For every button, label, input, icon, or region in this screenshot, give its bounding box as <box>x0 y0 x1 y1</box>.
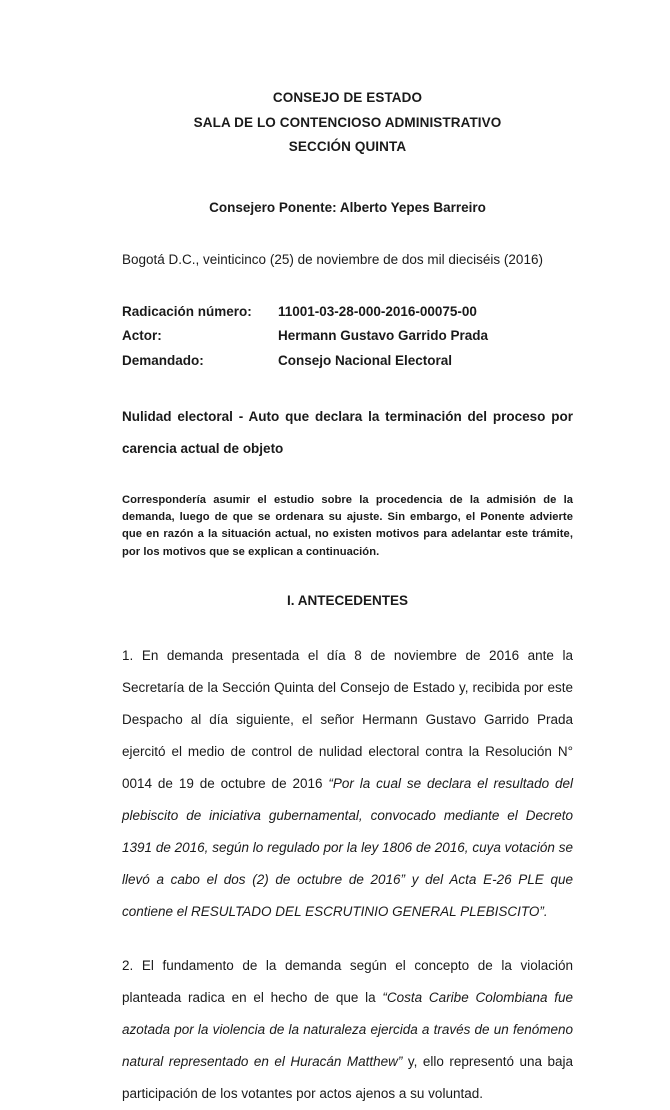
header-line-consejo-de-estado: CONSEJO DE ESTADO <box>272 90 423 105</box>
metadata-label-actor: Actor: <box>122 328 162 343</box>
paragraph-1 <box>122 640 573 928</box>
document-header <box>122 86 573 160</box>
metadata-value-actor: Hermann Gustavo Garrido Prada <box>278 328 489 343</box>
metadata-label-radicacion: Radicación número: <box>122 303 252 319</box>
metadata-row-radicacion <box>122 300 573 325</box>
place-and-date-line: Bogotá D.C., veinticinco (25) de noviembre de dos mil dieciséis (2016) <box>122 251 543 267</box>
section-heading-antecedentes: I. ANTECEDENTES <box>286 592 408 608</box>
paragraph-2-text-italic-quote: “Costa Caribe Colombiana fue azotada por la violencia de la naturaleza ejercida a través de un fenómeno natural representado en el Huracán Matthew” <box>122 989 574 1069</box>
metadata-value-radicacion: 11001-03-28-000-2016-00075-00 <box>278 303 477 319</box>
header-line-sala-contencioso-administrativo: SALA DE LO CONTENCIOSO ADMINISTRATIVO <box>193 114 502 130</box>
document-title: Nulidad electoral - Auto que declara la terminación del proceso por carencia actual de objeto <box>122 409 573 456</box>
metadata-label-demandado: Demandado: <box>122 352 204 368</box>
paragraph-2-text-plain-tail: y, ello representó una baja participación de los votantes por actos ajenos a su voluntad. <box>122 1053 574 1101</box>
metadata-row-actor <box>122 324 573 349</box>
case-metadata-block <box>122 300 573 374</box>
metadata-value-demandado: Consejo Nacional Electoral <box>278 352 453 368</box>
metadata-row-demandado <box>122 349 573 374</box>
header-line-seccion-quinta: SECCIÓN QUINTA <box>288 139 407 154</box>
paragraph-2 <box>122 950 573 1110</box>
consejero-ponente-line: Consejero Ponente: Alberto Yepes Barreiro <box>209 199 486 215</box>
paragraph-1-text-italic-quote: “Por la cual se declara el resultado del plebiscito de iniciativa gubernamental, convocado mediante el Decreto 1391 de 2016, según lo regulado por la ley 1806 de 2016, cuya votación se llevó a cabo el dos (2) de octubre de 2016” y del Acta E-26 PLE que contiene el RESULTADO DEL ESCRUTINIO GENERAL PLEBISCITO”. <box>122 775 573 919</box>
paragraph-1-text-plain: 1. En demanda presentada el día 8 de noviembre de 2016 ante la Secretaría de la Sección Quinta del Consejo de Estado y, recibida por este Despacho al día siguiente, el señor Hermann Gustavo Garrido Prada ejercitó el medio de control de nulidad electoral contra la Resolución N° 0014 de 19 de octubre de 2016 <box>122 647 573 791</box>
note-paragraph: Correspondería asumir el estudio sobre la procedencia de la admisión de la demanda, luego de que se ordenara su ajuste. Sin embargo, el Ponente advierte que en razón a la situación actual, no existen motivos para adelantar este trámite, por los motivos que se explican a continuación. <box>122 494 573 558</box>
paragraph-2-text-plain-lead: 2. El fundamento de la demanda según el concepto de la violación planteada radica en el hecho de que la <box>122 957 573 1005</box>
document-content <box>122 86 573 1110</box>
